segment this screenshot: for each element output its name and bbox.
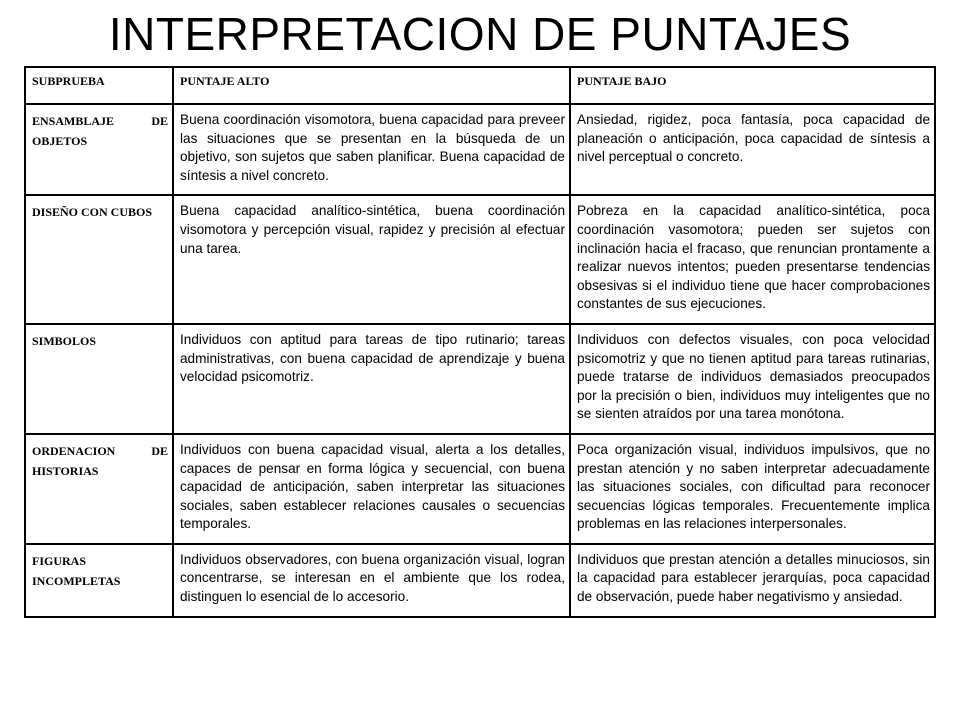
puntaje-bajo-cell: Poca organización visual, individuos impulsivos, que no prestan atención y no saben interpretar adecuadamente las situaciones sociales, con dificultad para reconocer secuencias lógicas temporales. Frecuentemente implica problemas en las relaciones interpersonales. [570, 434, 935, 544]
header-puntaje-bajo: PUNTAJE BAJO [570, 67, 935, 104]
header-puntaje-alto: PUNTAJE ALTO [173, 67, 570, 104]
puntaje-alto-cell: Individuos con buena capacidad visual, alerta a los detalles, capaces de pensar en forma lógica y secuencial, con buena capacidad de anticipación, saben interpretar las situaciones sociales, saben establecer relaciones causales o secuencias temporales. [173, 434, 570, 544]
subprueba-cell: FIGURAS INCOMPLETAS [25, 544, 173, 617]
puntaje-alto-cell: Buena capacidad analítico-sintética, buena coordinación visomotora y percepción visual, rapidez y precisión al efectuar una tarea. [173, 195, 570, 324]
interpretation-table [24, 66, 936, 618]
puntaje-alto-cell: Individuos con aptitud para tareas de tipo rutinario; tareas administrativas, con buena capacidad de aprendizaje y buena velocidad psicomotriz. [173, 324, 570, 434]
puntaje-bajo-cell: Individuos que prestan atención a detalles minuciosos, sin la capacidad para establecer jerarquías, poca capacidad de observación, puede haber negativismo y ansiedad. [570, 544, 935, 617]
table-header-row [25, 67, 935, 104]
table-row [25, 104, 935, 195]
header-subprueba: SUBPRUEBA [25, 67, 173, 104]
puntaje-bajo-cell: Ansiedad, rigidez, poca fantasía, poca capacidad de planeación o anticipación, poca capacidad de síntesis a nivel perceptual o concreto. [570, 104, 935, 195]
subprueba-cell: DISEÑO CON CUBOS [25, 195, 173, 324]
subprueba-cell: ENSAMBLAJE DE OBJETOS [25, 104, 173, 195]
subprueba-cell: ORDENACION DE HISTORIAS [25, 434, 173, 544]
subprueba-cell: SIMBOLOS [25, 324, 173, 434]
puntaje-bajo-cell: Individuos con defectos visuales, con poca velocidad psicomotriz y que no tienen aptitud para tareas rutinarias, puede tratarse de individuos demasiados preocupados por la precisión o bien, individuos muy inteligentes que no se sienten atraídos por una tarea monótona. [570, 324, 935, 434]
puntaje-alto-cell: Individuos observadores, con buena organización visual, logran concentrarse, se interesan en el ambiente que los rodea, distinguen lo esencial de lo accesorio. [173, 544, 570, 617]
puntaje-alto-cell: Buena coordinación visomotora, buena capacidad para preveer las situaciones que se presentan en la búsqueda de un objetivo, son sujetos que saben planificar. Buena capacidad de síntesis a nivel concreto. [173, 104, 570, 195]
puntaje-bajo-cell: Pobreza en la capacidad analítico-sintética, poca coordinación vasomotora; pueden ser sujetos con inclinación hacia el fracaso, que renuncian prontamente a realizar nuevos intentos; pueden presentarse tendencias obsesivas si el individuo tiene que hacer comprobaciones constantes de sus ejecuciones. [570, 195, 935, 324]
table-row [25, 544, 935, 617]
page-title: INTERPRETACION DE PUNTAJES [108, 8, 852, 60]
table-row [25, 324, 935, 434]
table-row [25, 195, 935, 324]
table-row [25, 434, 935, 544]
